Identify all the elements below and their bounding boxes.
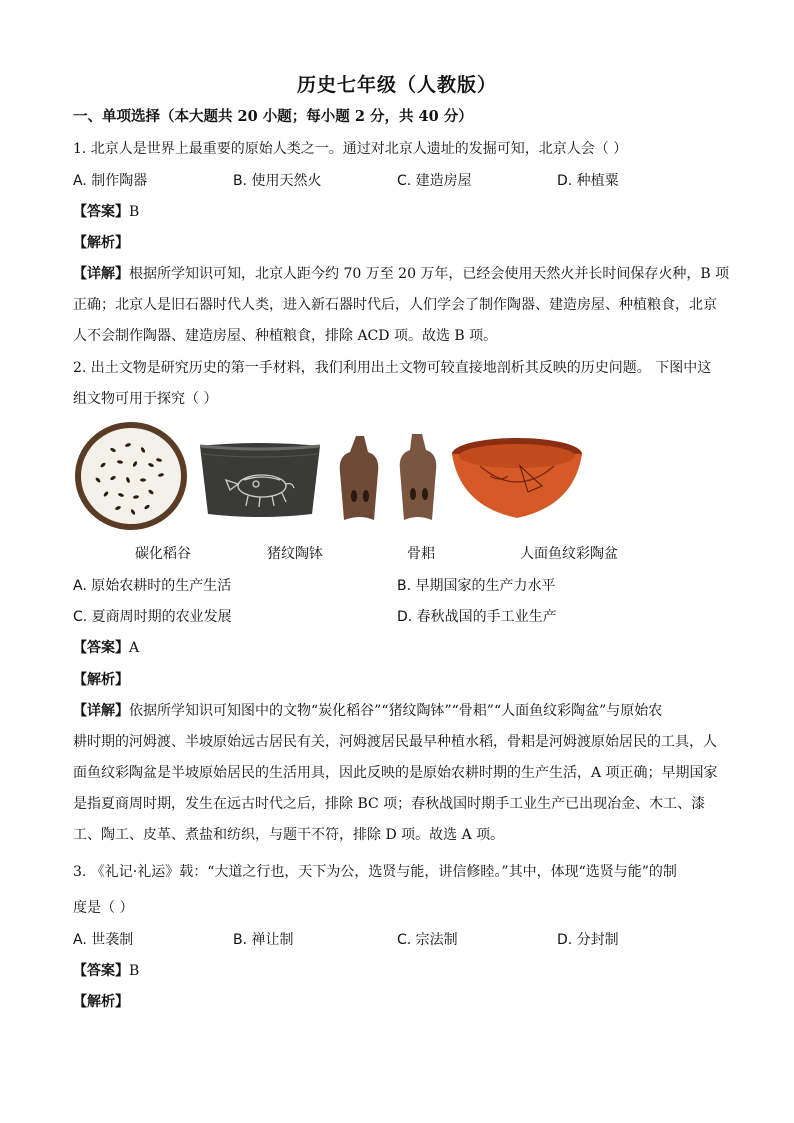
q1-answer-value: B <box>129 204 140 220</box>
q1-detail-line-1 <box>73 264 729 284</box>
q1-option-c: C. 建造房屋 <box>397 173 472 189</box>
q3-option-c: C. 宗法制 <box>397 932 458 948</box>
q2-option-c: C. 夏商周时期的农业发展 <box>73 609 232 625</box>
pig-pattern-pottery-bowl-image <box>196 440 324 520</box>
q2-detail-line-2: 耕时期的河姆渡、半坡原始远古居民有关，河姆渡居民最早种植水稻，骨耜是河姆渡原始居民的工具，人 <box>73 734 717 750</box>
q2-answer-value: A <box>129 640 140 656</box>
human-face-fish-pattern-basin-image <box>450 436 584 520</box>
answer-label: 【答案】 <box>73 640 129 656</box>
q3-answer <box>73 961 139 981</box>
q3-stem-line-1: 3. 《礼记·礼运》载：“大道之行也，天下为公，选贤与能，讲信修睦。”其中，体现“选贤与能”的制 <box>73 864 677 880</box>
q2-detail-line-5: 工、陶工、皮革、煮盐和纺织，与题干不符，排除 D 项。故选 A 项。 <box>73 827 505 843</box>
carbonized-rice-image <box>73 420 189 532</box>
bone-spade-image <box>330 432 450 524</box>
q3-option-b: B. 禅让制 <box>233 932 294 948</box>
q2-analysis-label: 【解析】 <box>73 672 129 688</box>
page-title: 历史七年级（人教版） <box>296 74 497 96</box>
caption-bone-spade: 骨耜 <box>407 546 435 562</box>
q3-answer-value: B <box>129 963 140 979</box>
q1-option-b: B. 使用天然火 <box>233 173 322 189</box>
q1-detail-line-2: 正确；北京人是旧石器时代人类，进入新石器时代后，人们学会了制作陶器、建造房屋、种植粮食，北京 <box>73 297 717 313</box>
q2-option-b: B. 早期国家的生产力水平 <box>397 578 556 594</box>
q3-analysis-label: 【解析】 <box>73 994 129 1010</box>
answer-label: 【答案】 <box>73 963 129 979</box>
q3-option-d: D. 分封制 <box>557 932 619 948</box>
detail-label: 【详解】 <box>73 266 129 282</box>
q2-detail-line-3: 面鱼纹彩陶盆是半坡原始居民的生活用具，因此反映的是原始农耕时期的生产生活，A 项正确；早期国家 <box>73 765 718 781</box>
q2-detail-text-1: 依据所学知识可知图中的文物“炭化稻谷”“猪纹陶钵”“骨耜”“人面鱼纹彩陶盆”与原始农 <box>129 703 663 719</box>
q2-answer <box>73 638 139 658</box>
q1-detail-text-1: 根据所学知识可知，北京人距今约 70 万至 20 万年，已经会使用天然火并长时间保存火种，B 项 <box>129 266 730 282</box>
q2-option-d: D. 春秋战国的手工业生产 <box>397 609 557 625</box>
q2-stem-line-2: 组文物可用于探究（ ） <box>73 391 218 407</box>
q1-answer <box>73 202 139 222</box>
caption-pig-pattern-bowl: 猪纹陶钵 <box>267 546 323 562</box>
q2-detail-line-1 <box>73 701 662 721</box>
q2-detail-line-4: 是指夏商周时期，发生在远古时代之后，排除 BC 项；春秋战国时期手工业生产已出现冶金、木工、漆 <box>73 796 706 812</box>
q3-stem-line-2: 度是（ ） <box>73 900 134 916</box>
answer-label: 【答案】 <box>73 204 129 220</box>
q2-option-a: A. 原始农耕时的生产生活 <box>73 578 232 594</box>
q1-analysis-label: 【解析】 <box>73 235 129 251</box>
q2-stem-line-1: 2. 出土文物是研究历史的第一手材料，我们利用出土文物可较直接地剖析其反映的历史问题。 下图中这 <box>73 360 712 376</box>
q1-detail-line-3: 人不会制作陶器、建造房屋、种植粮食，排除 ACD 项。故选 B 项。 <box>73 328 498 344</box>
q3-option-a: A. 世袭制 <box>73 932 134 948</box>
q1-option-a: A. 制作陶器 <box>73 173 148 189</box>
caption-carbonized-rice: 碳化稻谷 <box>135 546 191 562</box>
q1-option-d: D. 种植粟 <box>557 173 619 189</box>
caption-fish-pattern-basin: 人面鱼纹彩陶盆 <box>520 546 618 562</box>
q1-stem: 1. 北京人是世界上最重要的原始人类之一。通过对北京人遗址的发掘可知，北京人会（ ） <box>73 141 628 157</box>
section-heading: 一、单项选择（本大题共 20 小题；每小题 2 分，共 40 分） <box>73 108 473 125</box>
detail-label: 【详解】 <box>73 703 129 719</box>
